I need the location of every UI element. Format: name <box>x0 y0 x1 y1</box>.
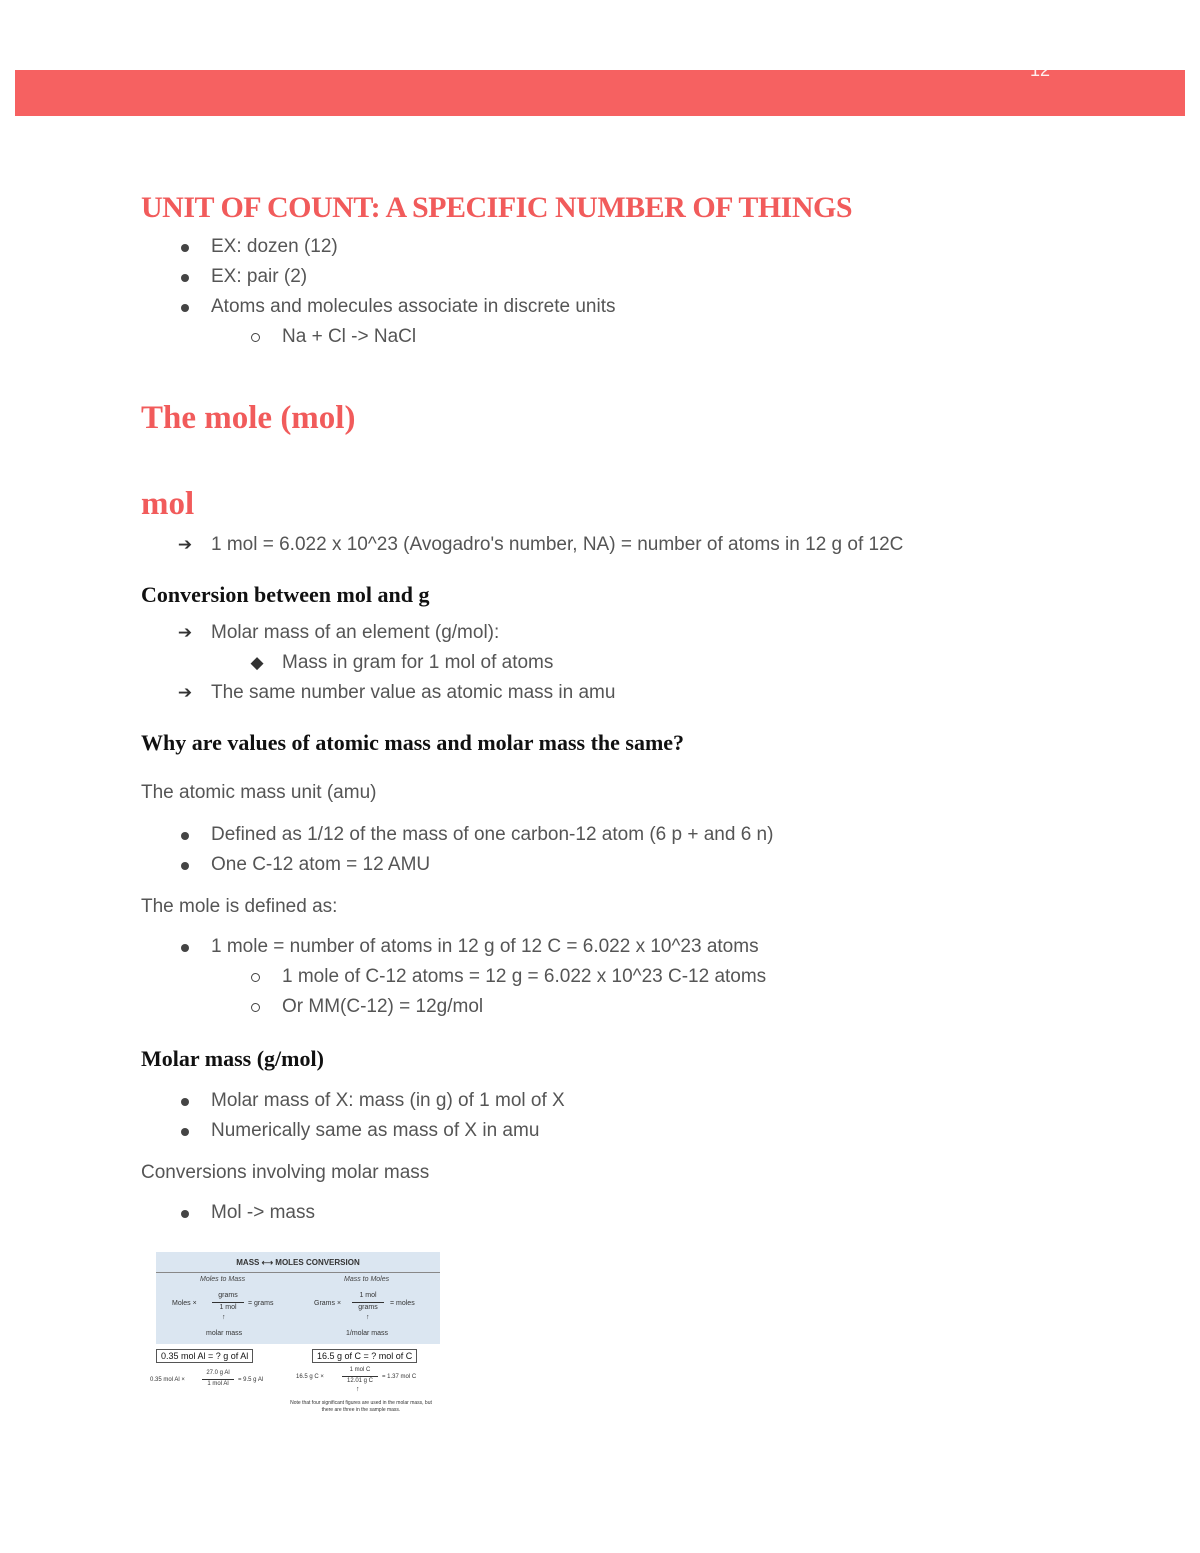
list-item: One C-12 atom = 12 AMU <box>141 850 1121 880</box>
left-formula-num: grams <box>218 1292 238 1299</box>
section-title-why-same: Why are values of atomic mass and molar mass the same? <box>141 730 685 755</box>
list-item: ➔ The same number value as atomic mass in amu <box>141 678 1121 708</box>
left-calc-lhs: 0.35 mol Al × <box>150 1377 185 1383</box>
bullet-dot-icon <box>175 292 195 322</box>
right-calc-lhs: 16.5 g C × <box>296 1374 324 1380</box>
diamond-icon: ◆ <box>250 653 264 672</box>
amu-intro: The atomic mass unit (amu) <box>141 782 377 803</box>
right-example-box: 16.5 g of C = ? mol of C <box>312 1349 417 1363</box>
left-example-box: 0.35 mol Al = ? g of Al <box>156 1349 253 1363</box>
page-number: 12 <box>1029 60 1050 80</box>
right-calc-num: 1 mol C <box>349 1367 371 1373</box>
left-calc-bar <box>202 1379 234 1380</box>
right-fraction-bar <box>352 1302 384 1303</box>
right-calc-bar <box>342 1376 378 1377</box>
figure-divider <box>156 1272 440 1273</box>
arrow-right-icon: ➔ <box>177 683 193 702</box>
amu-list <box>141 820 1121 880</box>
section-title-mol: mol <box>141 486 195 522</box>
bullet-dot-icon <box>175 850 195 880</box>
section-title-conversion: Conversion between mol and g <box>141 582 430 607</box>
right-calc-rhs: = 1.37 mol C <box>382 1374 417 1380</box>
list-item: EX: pair (2) <box>141 262 1121 292</box>
list-item: EX: dozen (12) <box>141 232 1121 262</box>
left-formula-note: molar mass <box>206 1330 243 1337</box>
up-arrow-icon: ↑ <box>222 1314 226 1321</box>
figure-header-panel <box>156 1252 440 1344</box>
bullet-dot-icon <box>175 820 195 850</box>
left-formula-lhs: Moles × <box>172 1300 197 1307</box>
bullet-dot-icon <box>175 1086 195 1116</box>
section-title-molar-mass: Molar mass (g/mol) <box>141 1046 324 1071</box>
molar-mass-list <box>141 1086 1121 1146</box>
bullet-dot-icon <box>175 262 195 292</box>
figure-note: Note that four significant figures are used in the molar mass, but there are three in the sample mass. <box>290 1400 432 1413</box>
document-body <box>141 190 1121 1413</box>
left-formula-den: 1 mol <box>219 1304 237 1311</box>
bullet-circle-icon <box>245 992 265 1022</box>
bullet-dot-icon <box>175 1198 195 1228</box>
list-item: Defined as 1/12 of the mass of one carbon-12 atom (6 p + and 6 n) <box>141 820 1121 850</box>
list-item: ➔ Molar mass of an element (g/mol): <box>141 618 1121 648</box>
conversions-intro: Conversions involving molar mass <box>141 1162 430 1183</box>
right-formula-num: 1 mol <box>359 1292 377 1299</box>
figure-left-subtitle: Moles to Mass <box>200 1276 246 1283</box>
list-item: Numerically same as mass of X in amu <box>141 1116 1121 1146</box>
right-formula-note: 1/molar mass <box>346 1330 389 1337</box>
mass-moles-conversion-figure <box>150 1252 448 1422</box>
up-arrow-icon: ↑ <box>356 1386 360 1393</box>
header-band <box>15 70 1185 116</box>
right-formula-rhs: = moles <box>390 1300 415 1307</box>
right-calc-den: 12.01 g C <box>346 1378 374 1384</box>
list-item: Molar mass of X: mass (in g) of 1 mol of X <box>141 1086 1121 1116</box>
left-calc-rhs: = 9.5 g Al <box>238 1377 264 1383</box>
mole-defined-intro: The mole is defined as: <box>141 896 338 917</box>
bullet-dot-icon <box>175 932 195 962</box>
up-arrow-icon: ↑ <box>366 1314 370 1321</box>
conversions-list <box>141 1198 1121 1228</box>
list-item: 1 mole of C-12 atoms = 12 g = 6.022 x 10^23 C-12 atoms <box>141 962 1121 992</box>
section-title-unit-of-count: UNIT OF COUNT: A SPECIFIC NUMBER OF THINGS <box>141 191 853 224</box>
arrow-right-icon: ➔ <box>177 623 193 642</box>
bullet-dot-icon <box>175 232 195 262</box>
unit-of-count-list <box>141 232 1121 352</box>
figure-right-subtitle: Mass to Moles <box>344 1276 390 1283</box>
left-formula-rhs: = grams <box>248 1300 274 1307</box>
left-fraction-bar <box>212 1302 244 1303</box>
figure-title: MASS ⟷ MOLES CONVERSION <box>236 1258 360 1267</box>
section-title-the-mole: The mole (mol) <box>141 400 356 436</box>
list-item: ◆ Mass in gram for 1 mol of atoms <box>141 648 1121 678</box>
conversion-list <box>141 618 1121 708</box>
list-item: 1 mole = number of atoms in 12 g of 12 C = 6.022 x 10^23 atoms <box>141 932 1121 962</box>
bullet-dot-icon <box>175 1116 195 1146</box>
list-item: Or MM(C-12) = 12g/mol <box>141 992 1121 1022</box>
mol-list <box>141 530 1121 560</box>
list-item: Atoms and molecules associate in discrete units <box>141 292 1121 322</box>
list-item: Mol -> mass <box>141 1198 1121 1228</box>
list-item: ➔ 1 mol = 6.022 x 10^23 (Avogadro's number, NA) = number of atoms in 12 g of 12C <box>141 530 1121 560</box>
list-item: Na + Cl -> NaCl <box>141 322 1121 352</box>
mole-defined-list <box>141 932 1121 1022</box>
bullet-circle-icon <box>245 322 265 352</box>
bullet-circle-icon <box>245 962 265 992</box>
arrow-right-icon: ➔ <box>177 535 193 554</box>
left-calc-num: 27.0 g Al <box>206 1370 230 1376</box>
left-calc-den: 1 mol Al <box>207 1381 229 1387</box>
right-formula-lhs: Grams × <box>314 1300 342 1307</box>
right-formula-den: grams <box>358 1304 378 1311</box>
